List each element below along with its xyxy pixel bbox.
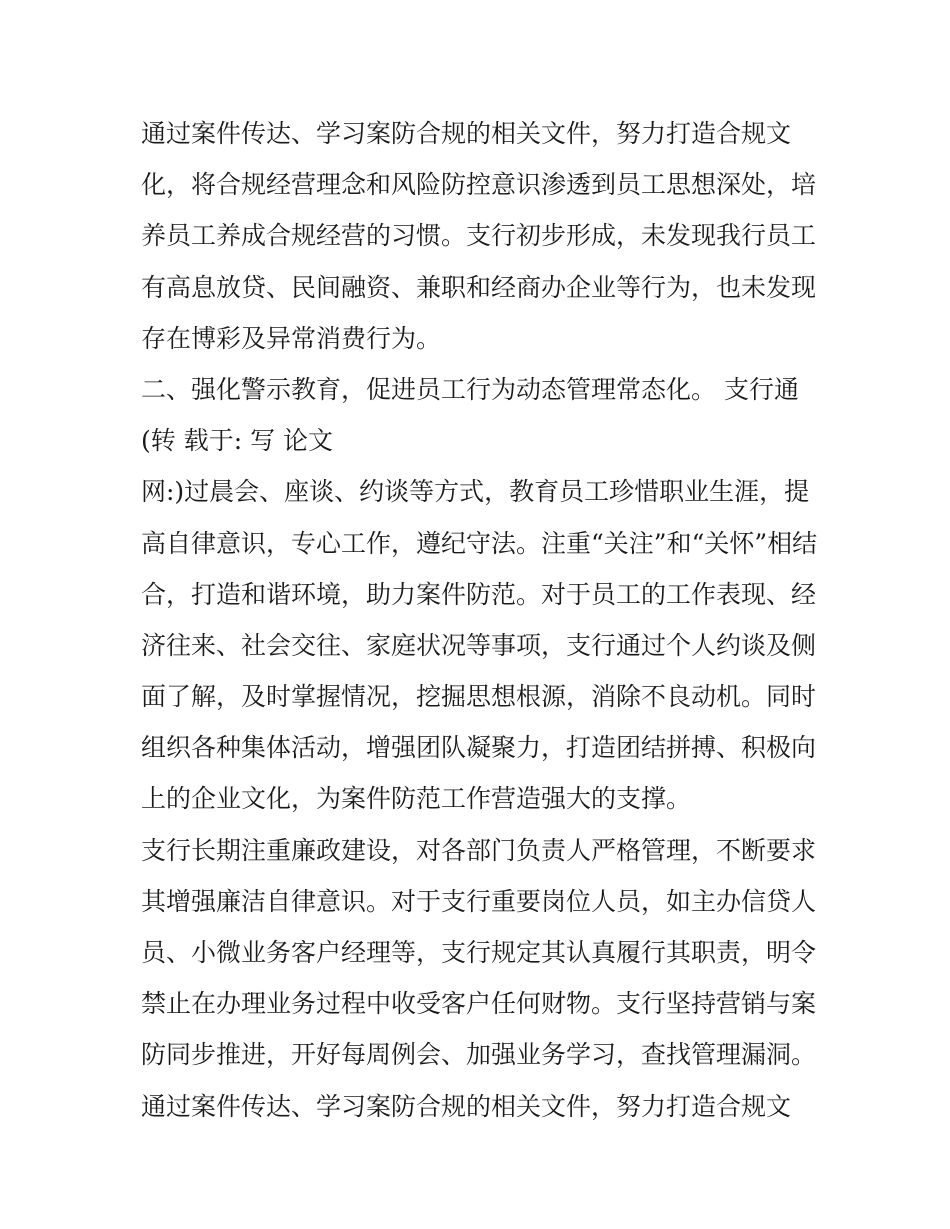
document-body — [141, 108, 821, 1132]
text-line: (转 载于: 写 论文 — [141, 426, 334, 456]
text-line: 合，打造和谐环境，助力案件防范。对于员工的工作表现、经 — [141, 579, 817, 609]
text-line: 通过案件传达、学习案防合规的相关文件，努力打造合规文 — [141, 119, 792, 148]
text-line: 上的企业文化，为案件防范工作营造强大的支撑。 — [141, 784, 692, 814]
section-heading-line: 二、强化警示教育，促进员工行为动态管理常态化。 支行通 — [141, 374, 799, 404]
text-line: 面了解，及时掌握情况，挖掘思想根源，消除不良动机。同时 — [141, 682, 817, 712]
text-line: 化，将合规经营理念和风险防控意识渗透到员工思想深处，培 — [141, 170, 817, 200]
text-line: 网:)过晨会、座谈、约谈等方式，教育员工珍惜职业生涯，提 — [141, 477, 810, 507]
text-line: 防同步推进，开好每周例会、加强业务学习，查找管理漏洞。 — [141, 1040, 817, 1070]
text-line: 员、小微业务客户经理等，支行规定其认真履行其职责，明令 — [141, 938, 817, 967]
text-line: 其增强廉洁自律意识。对于支行重要岗位人员，如主办信贷人 — [141, 886, 817, 916]
text-line: 支行长期注重廉政建设，对各部门负责人严格管理，不断要求 — [141, 835, 817, 865]
text-line: 通过案件传达、学习案防合规的相关文件，努力打造合规文 — [141, 1091, 792, 1121]
text-line: 禁止在办理业务过程中收受客户任何财物。支行坚持营销与案 — [141, 989, 817, 1019]
text-line: 组织各种集体活动，增强团队凝聚力，打造团结拼搏、积极向 — [141, 733, 817, 763]
text-line: 济往来、社会交往、家庭状况等事项，支行通过个人约谈及侧 — [141, 630, 817, 660]
text-line: 有高息放贷、民间融资、兼职和经商办企业等行为，也未发现 — [141, 272, 817, 302]
text-line: 高自律意识，专心工作，遵纪守法。注重“关注”和“关怀”相结 — [141, 528, 818, 558]
text-line: 养员工养成合规经营的习惯。支行初步形成，未发现我行员工 — [141, 221, 817, 251]
text-line: 存在博彩及异常消费行为。 — [141, 323, 442, 353]
